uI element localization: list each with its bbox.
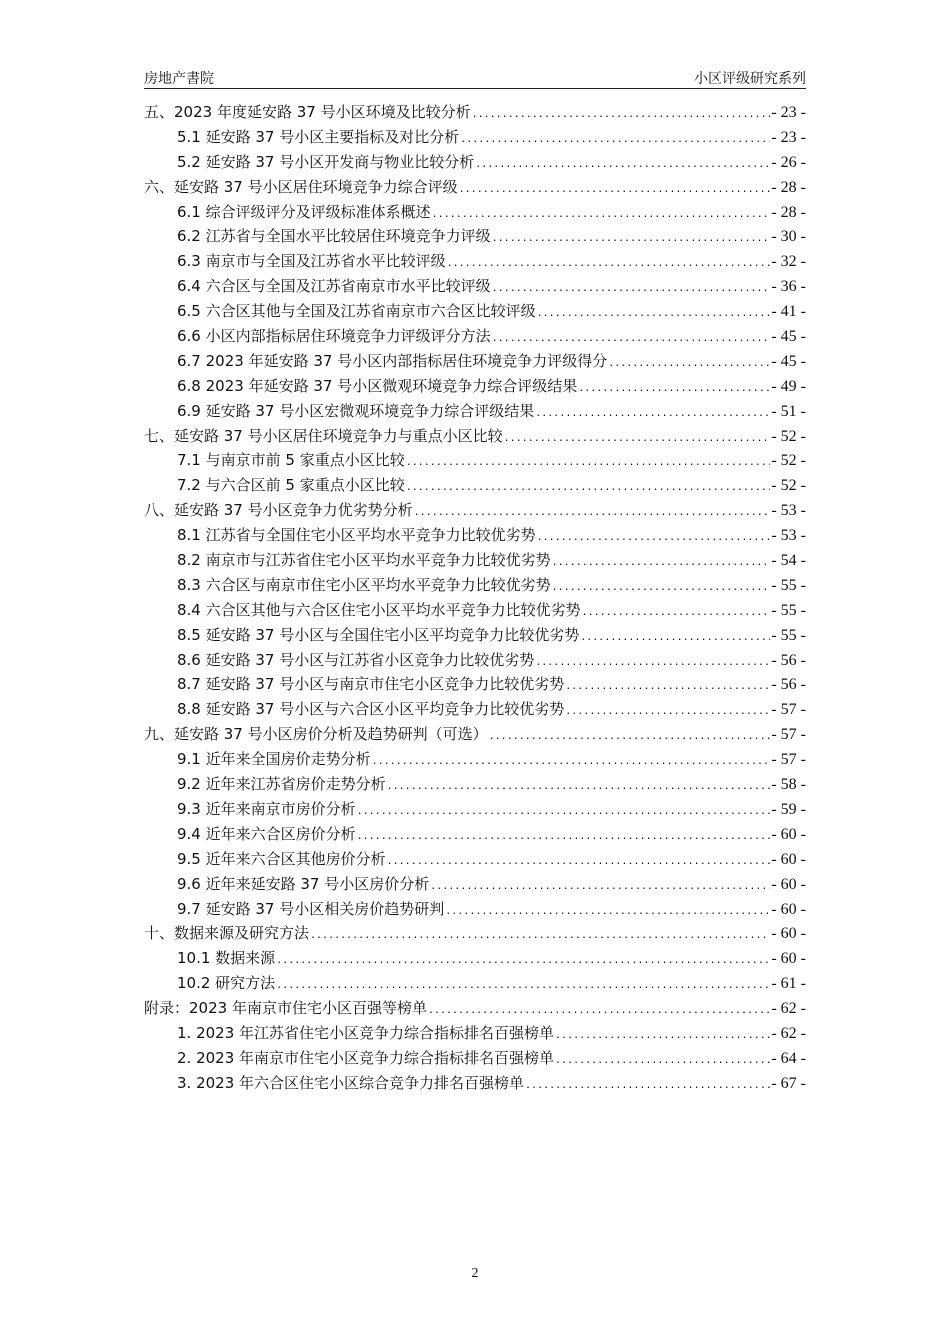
page-header bbox=[144, 66, 806, 89]
toc-entry-title: 2. 2023 年南京市住宅小区竞争力综合指标排名百强榜单 bbox=[177, 1048, 555, 1067]
toc-section-entry[interactable] bbox=[144, 1046, 806, 1071]
toc-entry-title: 八、延安路 37 号小区竞争力优劣势分析 bbox=[144, 501, 413, 520]
toc-entry-page: - 54 - bbox=[771, 552, 806, 570]
toc-entry-page: - 59 - bbox=[771, 800, 806, 818]
toc-dot-leader bbox=[387, 775, 771, 800]
toc-entry-title: 7.1 与南京市前 5 家重点小区比较 bbox=[177, 451, 405, 470]
toc-section-entry[interactable] bbox=[144, 399, 806, 424]
toc-entry-title: 6.1 综合评级评分及评级标准体系概述 bbox=[177, 202, 431, 221]
toc-entry-page: - 52 - bbox=[771, 452, 806, 470]
toc-entry-title: 九、延安路 37 号小区房价分析及趋势研判（可选） bbox=[144, 725, 488, 744]
toc-entry-title: 10.1 数据来源 bbox=[177, 949, 276, 968]
toc-section-entry[interactable] bbox=[144, 150, 806, 175]
toc-chapter-entry[interactable] bbox=[144, 175, 806, 200]
toc-dot-leader bbox=[504, 427, 771, 452]
toc-dot-leader bbox=[555, 1049, 770, 1074]
toc-dot-leader bbox=[276, 949, 770, 974]
toc-entry-title: 1. 2023 年江苏省住宅小区竞争力综合指标排名百强榜单 bbox=[177, 1023, 555, 1042]
toc-entry-title: 8.8 延安路 37 号小区与六合区小区平均竞争力比较优劣势 bbox=[177, 700, 565, 719]
toc-entry-title: 6.5 六合区其他与全国及江苏省南京市六合区比较评级 bbox=[177, 302, 536, 321]
toc-dot-leader bbox=[489, 725, 771, 750]
toc-entry-page: - 67 - bbox=[771, 1074, 806, 1092]
toc-dot-leader bbox=[552, 551, 771, 576]
toc-chapter-entry[interactable] bbox=[144, 100, 806, 125]
toc-section-entry[interactable] bbox=[144, 971, 806, 996]
toc-entry-page: - 23 - bbox=[771, 104, 806, 121]
toc-entry-page: - 57 - bbox=[771, 751, 806, 769]
toc-section-entry[interactable] bbox=[144, 448, 806, 473]
toc-entry-title: 附录：2023 年南京市住宅小区百强等榜单 bbox=[144, 999, 427, 1018]
toc-entry-page: - 26 - bbox=[771, 153, 806, 171]
toc-section-entry[interactable] bbox=[144, 623, 806, 648]
toc-section-entry[interactable] bbox=[144, 573, 806, 598]
toc-section-entry[interactable] bbox=[144, 747, 806, 772]
toc-entry-title: 8.1 江苏省与全国住宅小区平均水平竞争力比较优劣势 bbox=[177, 526, 536, 545]
toc-entry-page: - 49 - bbox=[771, 377, 806, 395]
toc-section-entry[interactable] bbox=[144, 598, 806, 623]
toc-section-entry[interactable] bbox=[144, 548, 806, 573]
toc-entry-title: 8.3 六合区与南京市住宅小区平均水平竞争力比较优劣势 bbox=[177, 575, 551, 594]
toc-chapter-entry[interactable] bbox=[144, 722, 806, 747]
toc-dot-leader bbox=[578, 377, 770, 402]
toc-entry-title: 10.2 研究方法 bbox=[177, 974, 276, 993]
toc-dot-leader bbox=[555, 1024, 770, 1049]
toc-section-entry[interactable] bbox=[144, 473, 806, 498]
toc-entry-page: - 45 - bbox=[771, 352, 806, 370]
toc-dot-leader bbox=[406, 476, 771, 501]
toc-dot-leader bbox=[580, 626, 770, 651]
toc-dot-leader bbox=[608, 352, 770, 377]
toc-section-entry[interactable] bbox=[144, 697, 806, 722]
toc-entry-page: - 53 - bbox=[771, 527, 806, 545]
toc-entry-title: 5.2 延安路 37 号小区开发商与物业比较分析 bbox=[177, 152, 475, 171]
toc-dot-leader bbox=[582, 601, 771, 626]
toc-section-entry[interactable] bbox=[144, 672, 806, 697]
toc-dot-leader bbox=[535, 402, 770, 427]
toc-entry-title: 6.6 小区内部指标居住环境竞争力评级评分方法 bbox=[177, 327, 491, 346]
toc-entry-page: - 28 - bbox=[771, 178, 806, 196]
toc-entry-page: - 56 - bbox=[771, 676, 806, 694]
toc-section-entry[interactable] bbox=[144, 1071, 806, 1096]
toc-section-entry[interactable] bbox=[144, 1021, 806, 1046]
toc-entry-page: - 60 - bbox=[771, 925, 806, 943]
header-series-title: 小区评级研究系列 bbox=[694, 71, 806, 87]
toc-dot-leader bbox=[445, 900, 770, 925]
toc-entry-title: 8.6 延安路 37 号小区与江苏省小区竞争力比较优劣势 bbox=[177, 650, 535, 669]
toc-section-entry[interactable] bbox=[144, 299, 806, 324]
toc-entry-page: - 60 - bbox=[771, 950, 806, 968]
toc-entry-title: 六、延安路 37 号小区居住环境竞争力综合评级 bbox=[144, 177, 458, 196]
toc-entry-title: 9.1 近年来全国房价走势分析 bbox=[177, 750, 371, 769]
toc-dot-leader bbox=[459, 178, 771, 203]
toc-entry-page: - 56 - bbox=[771, 651, 806, 669]
toc-entry-title: 七、延安路 37 号小区居住环境竞争力与重点小区比较 bbox=[144, 426, 503, 445]
toc-entry-page: - 55 - bbox=[771, 576, 806, 594]
toc-dot-leader bbox=[537, 526, 771, 551]
toc-dot-leader bbox=[475, 153, 770, 178]
toc-dot-leader bbox=[565, 700, 770, 725]
page-number: 2 bbox=[471, 1266, 479, 1281]
toc-section-entry[interactable] bbox=[144, 872, 806, 897]
toc-chapter-entry[interactable] bbox=[144, 921, 806, 946]
toc-dot-leader bbox=[565, 675, 770, 700]
toc-chapter-entry[interactable] bbox=[144, 424, 806, 449]
toc-entry-page: - 45 - bbox=[771, 328, 806, 346]
toc-entry-page: - 62 - bbox=[771, 1024, 806, 1042]
toc-section-entry[interactable] bbox=[144, 946, 806, 971]
toc-dot-leader bbox=[406, 451, 771, 476]
toc-dot-leader bbox=[525, 1074, 770, 1099]
toc-entry-page: - 64 - bbox=[771, 1049, 806, 1067]
toc-entry-title: 9.7 延安路 37 号小区相关房价趋势研判 bbox=[177, 899, 445, 918]
toc-section-entry[interactable] bbox=[144, 897, 806, 922]
toc-entry-page: - 60 - bbox=[771, 850, 806, 868]
toc-section-entry[interactable] bbox=[144, 523, 806, 548]
toc-entry-title: 9.2 近年来江苏省房价走势分析 bbox=[177, 775, 386, 794]
toc-entry-title: 6.2 江苏省与全国水平比较居住环境竞争力评级 bbox=[177, 227, 491, 246]
toc-entry-page: - 60 - bbox=[771, 825, 806, 843]
toc-entry-title: 8.7 延安路 37 号小区与南京市住宅小区竞争力比较优劣势 bbox=[177, 675, 565, 694]
toc-section-entry[interactable] bbox=[144, 374, 806, 399]
toc-section-entry[interactable] bbox=[144, 648, 806, 673]
toc-dot-leader bbox=[387, 850, 771, 875]
toc-entry-title: 9.4 近年来六合区房价分析 bbox=[177, 824, 356, 843]
toc-section-entry[interactable] bbox=[144, 847, 806, 872]
toc-entry-title: 6.8 2023 年延安路 37 号小区微观环境竞争力综合评级结果 bbox=[177, 376, 578, 395]
toc-entry-title: 6.4 六合区与全国及江苏省南京市水平比较评级 bbox=[177, 277, 491, 296]
toc-entry-page: - 36 - bbox=[771, 278, 806, 296]
toc-chapter-entry[interactable] bbox=[144, 996, 806, 1021]
toc-dot-leader bbox=[447, 252, 771, 277]
toc-dot-leader bbox=[472, 103, 771, 128]
toc-entry-page: - 57 - bbox=[771, 701, 806, 719]
toc-section-entry[interactable] bbox=[144, 349, 806, 374]
toc-entry-title: 8.4 六合区其他与六合区住宅小区平均水平竞争力比较优劣势 bbox=[177, 600, 581, 619]
toc-entry-title: 9.5 近年来六合区其他房价分析 bbox=[177, 849, 386, 868]
toc-entry-title: 8.2 南京市与江苏省住宅小区平均水平竞争力比较优劣势 bbox=[177, 551, 551, 570]
toc-entry-page: - 55 - bbox=[771, 601, 806, 619]
toc-dot-leader bbox=[535, 651, 770, 676]
toc-entry-title: 6.7 2023 年延安路 37 号小区内部指标居住环境竞争力评级得分 bbox=[177, 351, 608, 370]
toc-section-entry[interactable] bbox=[144, 224, 806, 249]
header-publisher: 房地产書院 bbox=[144, 71, 214, 87]
toc-entry-page: - 28 - bbox=[771, 203, 806, 221]
toc-section-entry[interactable] bbox=[144, 274, 806, 299]
toc-dot-leader bbox=[357, 800, 771, 825]
toc-entry-page: - 61 - bbox=[771, 975, 806, 993]
toc-dot-leader bbox=[537, 302, 771, 327]
toc-entry-page: - 23 - bbox=[771, 128, 806, 146]
toc-entry-page: - 55 - bbox=[771, 626, 806, 644]
toc-entry-page: - 53 - bbox=[771, 502, 806, 520]
toc-section-entry[interactable] bbox=[144, 822, 806, 847]
toc-entry-page: - 60 - bbox=[771, 900, 806, 918]
toc-entry-title: 十、数据来源及研究方法 bbox=[144, 924, 310, 943]
toc-entry-title: 9.3 近年来南京市房价分析 bbox=[177, 799, 356, 818]
toc-dot-leader bbox=[430, 875, 770, 900]
toc-dot-leader bbox=[372, 750, 771, 775]
table-of-contents bbox=[144, 100, 806, 1096]
toc-entry-title: 7.2 与六合区前 5 家重点小区比较 bbox=[177, 476, 405, 495]
toc-section-entry[interactable] bbox=[144, 797, 806, 822]
toc-entry-page: - 52 - bbox=[771, 477, 806, 495]
toc-entry-page: - 52 - bbox=[771, 427, 806, 445]
toc-section-entry[interactable] bbox=[144, 324, 806, 349]
toc-section-entry[interactable] bbox=[144, 200, 806, 225]
toc-entry-page: - 32 - bbox=[771, 253, 806, 271]
toc-dot-leader bbox=[310, 924, 770, 949]
toc-entry-page: - 41 - bbox=[771, 303, 806, 321]
toc-entry-page: - 57 - bbox=[771, 726, 806, 744]
toc-dot-leader bbox=[492, 227, 771, 252]
toc-section-entry[interactable] bbox=[144, 125, 806, 150]
toc-entry-title: 9.6 近年来延安路 37 号小区房价分析 bbox=[177, 874, 430, 893]
toc-entry-page: - 60 - bbox=[771, 875, 806, 893]
toc-dot-leader bbox=[460, 128, 770, 153]
toc-entry-title: 5.1 延安路 37 号小区主要指标及对比分析 bbox=[177, 127, 460, 146]
toc-entry-title: 五、2023 年度延安路 37 号小区环境及比较分析 bbox=[144, 103, 471, 121]
toc-entry-page: - 30 - bbox=[771, 228, 806, 246]
toc-entry-page: - 62 - bbox=[771, 1000, 806, 1018]
toc-chapter-entry[interactable] bbox=[144, 498, 806, 523]
toc-entry-title: 3. 2023 年六合区住宅小区综合竞争力排名百强榜单 bbox=[177, 1073, 525, 1092]
toc-section-entry[interactable] bbox=[144, 772, 806, 797]
toc-dot-leader bbox=[552, 576, 771, 601]
toc-entry-title: 6.3 南京市与全国及江苏省水平比较评级 bbox=[177, 252, 446, 271]
toc-entry-title: 6.9 延安路 37 号小区宏微观环境竞争力综合评级结果 bbox=[177, 401, 535, 420]
toc-dot-leader bbox=[357, 825, 771, 850]
toc-section-entry[interactable] bbox=[144, 249, 806, 274]
toc-entry-page: - 58 - bbox=[771, 776, 806, 794]
toc-entry-page: - 51 - bbox=[771, 402, 806, 420]
toc-entry-title: 8.5 延安路 37 号小区与全国住宅小区平均竞争力比较优劣势 bbox=[177, 625, 580, 644]
